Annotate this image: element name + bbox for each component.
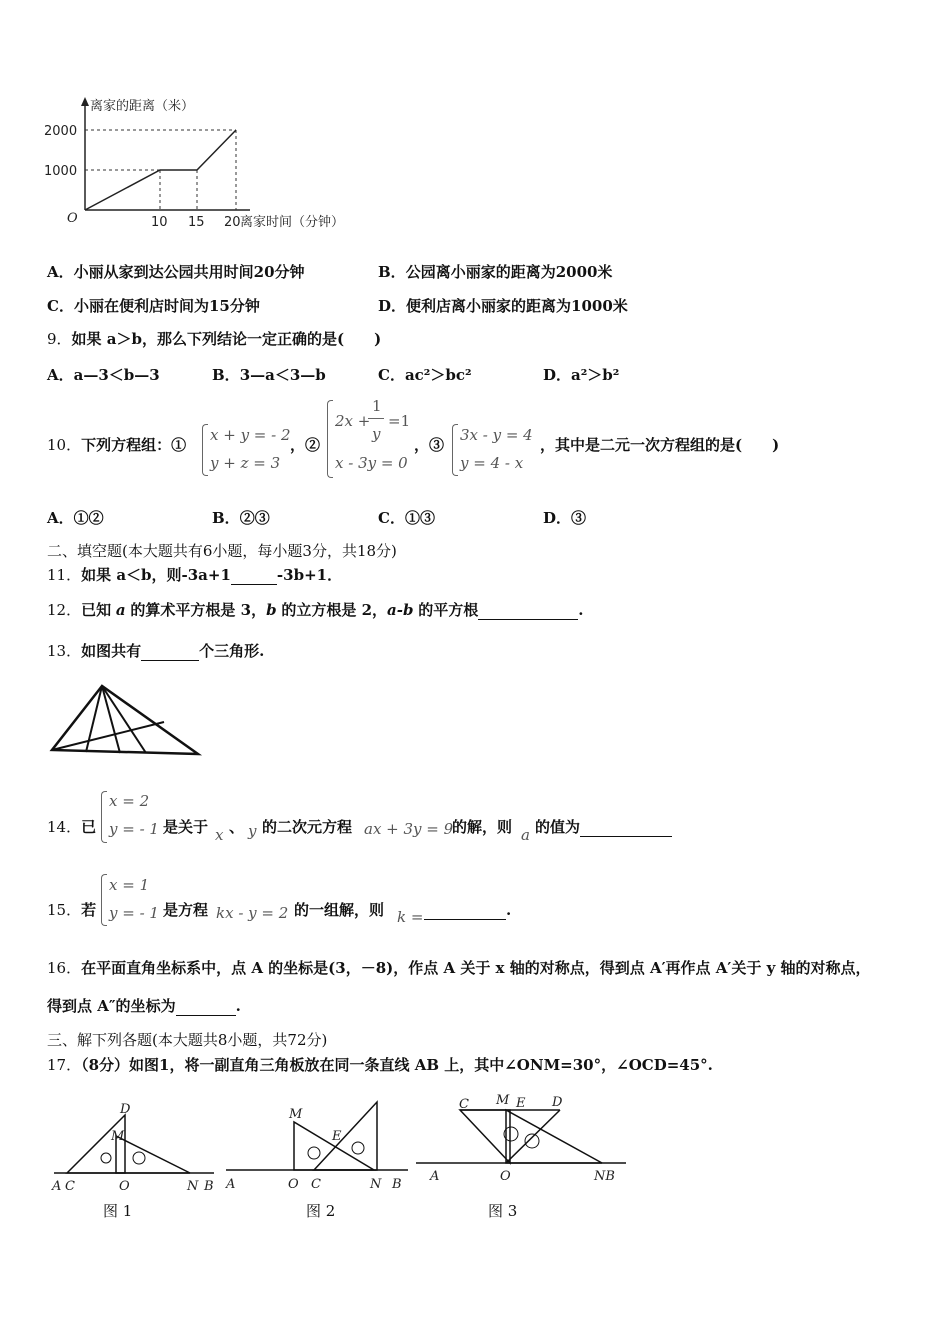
option-text: 小丽从家到达公园共用时间20分钟	[73, 263, 305, 281]
q14-var-y: y	[248, 822, 257, 840]
section-2-title: 二、填空题(本大题共有6小题，每小题3分，共18分)	[47, 542, 397, 560]
option-text: 便利店离小丽家的距离为1000米	[406, 297, 628, 315]
y-axis-label: 离家的距离（米）	[90, 99, 195, 114]
option-text: ②③	[239, 509, 270, 527]
q14-sep: 、	[229, 818, 245, 836]
q16-line2	[47, 996, 241, 1016]
hole-2	[133, 1152, 145, 1164]
q12-answer-blank[interactable]	[478, 603, 578, 620]
figure-2	[222, 1098, 412, 1198]
period: .	[578, 601, 584, 619]
question-number: 11．	[47, 566, 82, 584]
option-letter: B．	[212, 366, 240, 384]
triangle-ocd	[460, 1110, 510, 1163]
q9-stem	[47, 329, 381, 349]
q16-line1	[47, 958, 871, 978]
triangle-onm	[116, 1136, 190, 1173]
q15-text-c: 的一组解，则	[294, 901, 385, 919]
q8-option-c	[47, 295, 260, 316]
label-a: A	[52, 1179, 62, 1194]
label-n: N	[187, 1179, 199, 1194]
q10-sys1-eq1: x + y = - 2	[210, 426, 291, 444]
cevian-3	[102, 686, 146, 753]
option-letter: D．	[543, 509, 572, 527]
question-number: 17．	[47, 1056, 82, 1074]
figure-1	[50, 1098, 220, 1198]
q11	[47, 565, 342, 585]
label-n: N	[370, 1177, 382, 1192]
q10-sys2-brace	[327, 400, 333, 478]
label-c: C	[459, 1097, 469, 1112]
q10-sys2-eq2: x - 3y = 0	[335, 454, 408, 472]
q15-k: k =	[397, 908, 424, 926]
question-text: 如果 a＜b，则-3a+1	[81, 566, 231, 584]
label-e: E	[516, 1096, 526, 1111]
hole-1	[308, 1147, 320, 1159]
question-text: 在平面直角坐标系中，点 A 的坐标是(3，－8)，作点 A 关于 x 轴的对称点，得到点 A′再作点 A′关于 y 轴的对称点，	[81, 959, 871, 977]
q8-option-a	[47, 261, 305, 282]
q9-option-b	[212, 364, 326, 385]
q10-tail: ，其中是二元一次方程组的是( )	[540, 436, 780, 454]
q10-option-b	[212, 507, 270, 528]
label-m: M	[289, 1107, 303, 1122]
question-text: 如图共有	[81, 642, 142, 660]
q10-sys1-brace	[202, 424, 208, 476]
y-tick-2000: 2000	[44, 124, 78, 139]
option-letter: A．	[47, 509, 74, 527]
question-number: 14．	[47, 818, 82, 836]
q14-text-d: 的解，则	[452, 818, 513, 836]
x-tick-15: 15	[188, 215, 205, 230]
option-letter: D．	[378, 297, 407, 315]
label-nb: NB	[594, 1169, 615, 1184]
question-text: 个三角形.	[199, 642, 265, 660]
label-m: M	[111, 1129, 125, 1144]
q10-sys2-eq1a: 2x +	[335, 412, 371, 430]
question-text: 下列方程组：①	[81, 436, 187, 454]
label-b: B	[204, 1179, 214, 1194]
question-number: 15．	[47, 901, 82, 919]
q13-answer-blank[interactable]	[141, 644, 199, 661]
q15-sys-brace	[101, 874, 107, 926]
q15-equation: kx - y = 2	[216, 904, 289, 922]
q10-sep3: ，③	[414, 436, 445, 454]
q15-answer	[424, 900, 511, 920]
var-b: b	[266, 601, 277, 619]
triangle-onm	[506, 1110, 602, 1163]
question-text: 若	[81, 901, 97, 919]
x-axis-label: 离家时间（分钟）	[240, 215, 345, 230]
origin-label: O	[67, 211, 78, 226]
hole-1	[101, 1153, 111, 1163]
option-text: a—3＜b—3	[73, 366, 160, 384]
figure-3	[412, 1088, 632, 1193]
question-text: 已	[81, 818, 97, 836]
q15-sys-eq2: y = - 1	[109, 904, 159, 922]
q9-option-d	[543, 364, 619, 385]
q10-sys2-frac-bar	[368, 418, 384, 419]
q9-option-c	[378, 364, 472, 385]
figure-2-caption: 图 2	[306, 1202, 336, 1220]
label-o: O	[500, 1169, 511, 1184]
q12	[47, 600, 584, 620]
y-axis-arrow	[81, 97, 89, 106]
q10-option-c	[378, 507, 435, 528]
label-d: D	[552, 1095, 563, 1110]
option-letter: A．	[47, 366, 74, 384]
hole-2	[352, 1142, 364, 1154]
q10-option-a	[47, 507, 104, 528]
option-letter: B．	[378, 263, 406, 281]
q10-sep2: ，②	[290, 436, 321, 454]
q14-sys-eq1: x = 2	[109, 792, 150, 810]
q14-lead	[47, 817, 96, 837]
option-text: ③	[571, 509, 587, 527]
q8-option-b	[378, 261, 612, 282]
q14-sys-brace	[101, 791, 107, 843]
question-number: 9．	[47, 330, 72, 348]
q14-var-a: a	[521, 826, 530, 844]
period: .	[506, 901, 512, 919]
q15-lead	[47, 900, 96, 920]
option-text: ①②	[73, 509, 104, 527]
question-number: 13．	[47, 642, 82, 660]
distance-time-graph	[40, 92, 400, 242]
q14-var-x: x	[215, 826, 224, 844]
option-letter: B．	[212, 509, 240, 527]
option-text: ac²＞bc²	[404, 366, 472, 384]
option-letter: A．	[47, 263, 74, 281]
q14-text-c: 的二次元方程	[262, 818, 353, 836]
var-a-minus-b: a-b	[387, 601, 414, 619]
question-text: 如果 a＞b，那么下列结论一定正确的是( )	[71, 330, 382, 348]
figure-3-caption: 图 3	[488, 1202, 518, 1220]
q15-sys-eq1: x = 1	[109, 876, 150, 894]
q10-sys2-frac-num: 1	[372, 397, 382, 415]
q14-text-b: 是关于	[163, 818, 209, 836]
section-3-title: 三、解下列各题(本大题共8小题，共72分)	[47, 1031, 328, 1049]
edge-od	[506, 1110, 560, 1163]
label-o: O	[119, 1179, 130, 1194]
figure-1-caption: 图 1	[103, 1202, 133, 1220]
option-letter: D．	[543, 366, 572, 384]
period: .	[235, 997, 241, 1015]
q10-sys3-eq2: y = 4 - x	[460, 454, 524, 472]
distance-line	[85, 130, 236, 210]
q14-equation: ax + 3y = 9	[364, 820, 454, 838]
option-text: a²＞b²	[571, 366, 620, 384]
q8-option-d	[378, 295, 628, 316]
q11-answer-blank[interactable]	[231, 568, 277, 585]
option-letter: C．	[47, 297, 74, 315]
q15-answer-blank[interactable]	[424, 903, 506, 920]
q10-option-d	[543, 507, 586, 528]
q15-text-b: 是方程	[163, 901, 209, 919]
label-m: M	[496, 1093, 510, 1108]
q10-sys1-eq2: y + z = 3	[210, 454, 281, 472]
option-letter: C．	[378, 366, 405, 384]
q13	[47, 641, 264, 661]
label-o: O	[288, 1177, 299, 1192]
crossing-segment	[52, 722, 164, 750]
label-d: D	[120, 1102, 131, 1117]
option-text: ①③	[404, 509, 435, 527]
q10-sys2-frac-den: y	[372, 425, 381, 443]
question-text: 的值为	[535, 818, 581, 836]
label-c: C	[65, 1179, 75, 1194]
label-a: A	[430, 1169, 440, 1184]
option-text: 小丽在便利店时间为15分钟	[73, 297, 260, 315]
question-number: 12．	[47, 601, 82, 619]
q10-sys3-eq1: 3x - y = 4	[460, 426, 533, 444]
y-tick-1000: 1000	[44, 164, 78, 179]
question-text: 已知	[81, 601, 112, 619]
var-a: a	[115, 601, 126, 619]
q17	[47, 1055, 713, 1075]
question-text: 的算术平方根是 3，	[130, 601, 267, 619]
label-e: E	[332, 1129, 342, 1144]
x-tick-20: 20	[224, 215, 241, 230]
triangle-ocd	[314, 1102, 377, 1170]
label-b: B	[392, 1177, 402, 1192]
question-text: -3b+1．	[276, 566, 343, 584]
q16-answer-blank[interactable]	[176, 999, 236, 1016]
q10-sys3-brace	[452, 424, 458, 476]
option-letter: C．	[378, 509, 405, 527]
option-text: 公园离小丽家的距离为2000米	[405, 263, 613, 281]
question-text: 得到点 A″的坐标为	[47, 997, 176, 1015]
triangle-count-figure	[46, 682, 206, 758]
option-text: 3—a＜3—b	[239, 366, 326, 384]
q14-answer-blank[interactable]	[580, 820, 672, 837]
x-tick-10: 10	[151, 215, 168, 230]
question-text: 的立方根是 2，	[281, 601, 388, 619]
q14-text-e	[535, 817, 672, 837]
hole-2	[525, 1134, 539, 1148]
label-a: A	[226, 1177, 236, 1192]
question-text: （8分）如图1，将一副直角三角板放在同一条直线 AB 上，其中∠ONM=30°，∠OCD=45°.	[81, 1056, 713, 1074]
q14-sys-eq2: y = - 1	[109, 820, 159, 838]
q10-lead	[47, 435, 186, 455]
question-number: 10．	[47, 436, 82, 454]
q10-sys2-eq1b: =1	[388, 412, 411, 430]
q9-option-a	[47, 364, 160, 385]
question-number: 16．	[47, 959, 82, 977]
label-c: C	[311, 1177, 321, 1192]
question-text: 的平方根	[418, 601, 479, 619]
